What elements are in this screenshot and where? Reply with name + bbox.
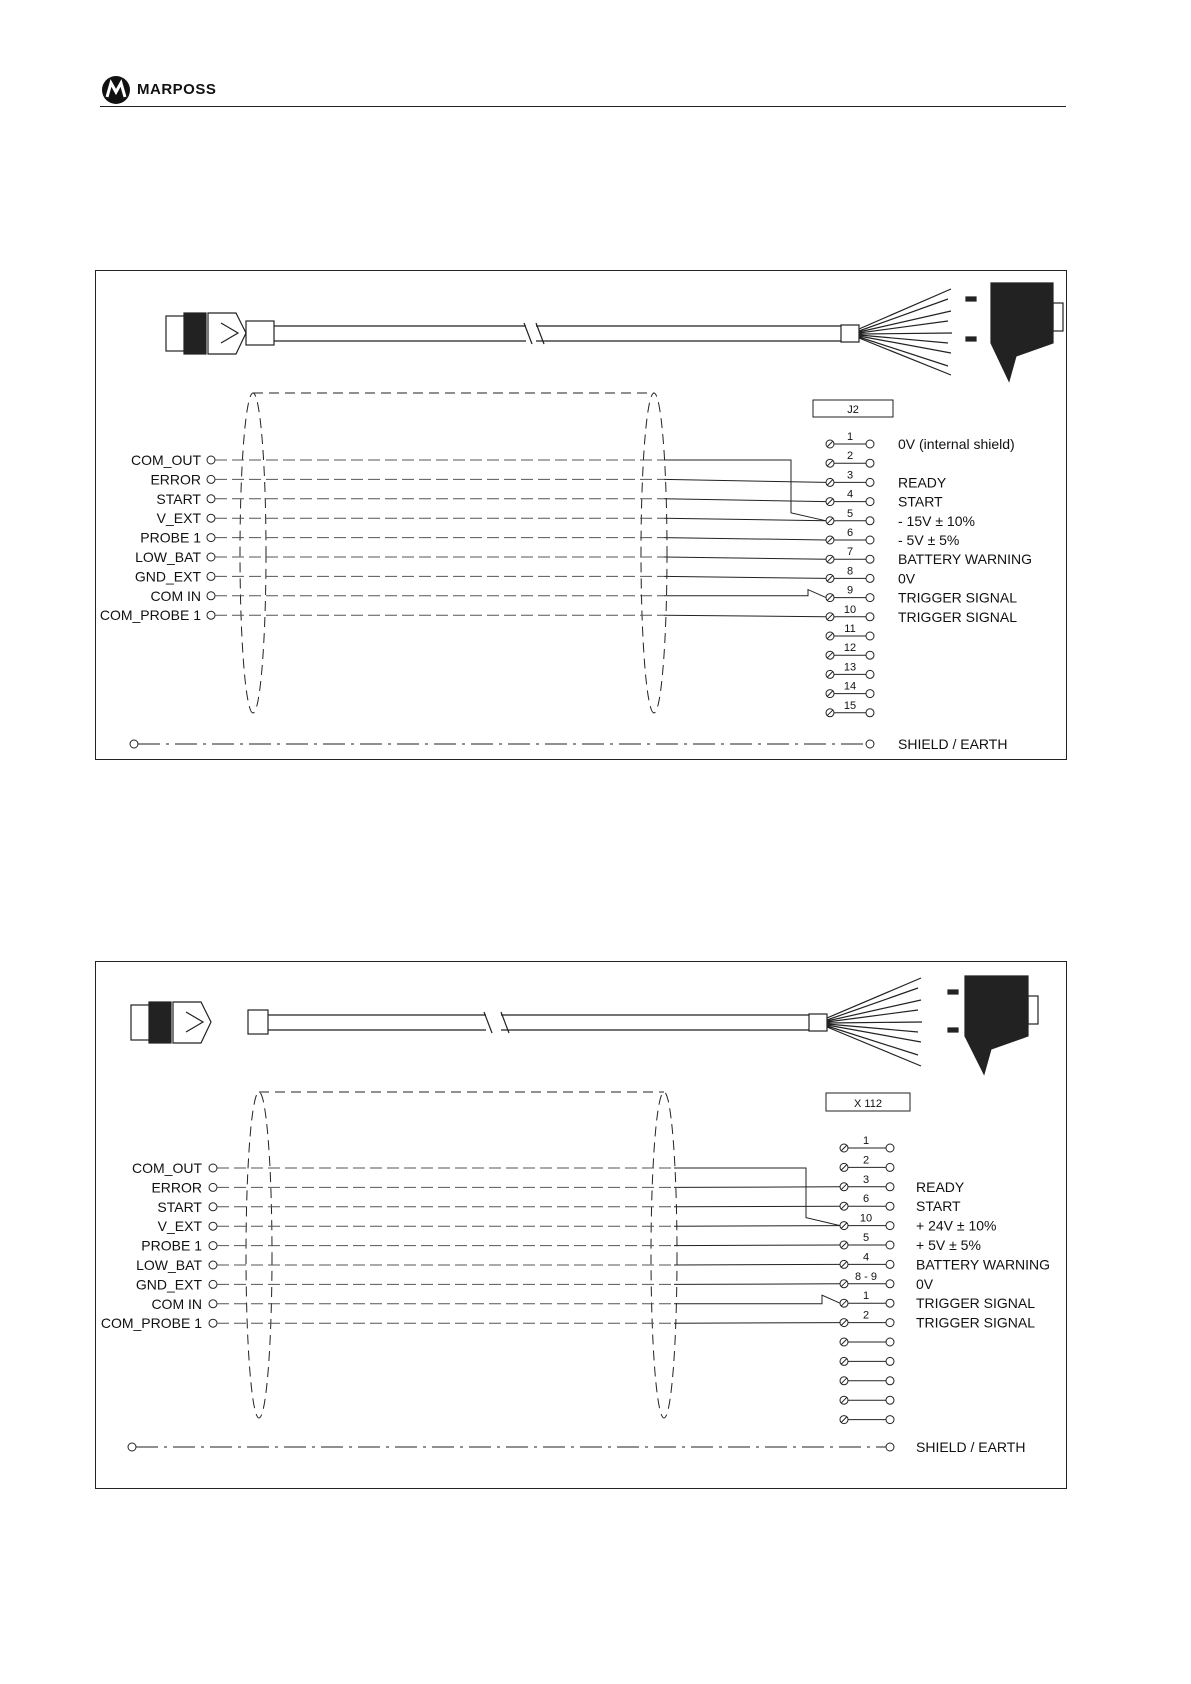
wire bbox=[664, 479, 826, 482]
pin-number: 9 bbox=[846, 584, 854, 597]
pin-number: 8 - 9 bbox=[854, 1270, 878, 1283]
signal-label: COM_OUT bbox=[132, 1160, 202, 1176]
pin-function-label: START bbox=[916, 1198, 961, 1215]
signal-line bbox=[150, 471, 826, 487]
signal-label: V_EXT bbox=[157, 1218, 202, 1235]
pin-number: 1 bbox=[862, 1135, 870, 1147]
terminal-contact bbox=[866, 459, 874, 467]
wire bbox=[664, 460, 826, 521]
shield-label: SHIELD / EARTH bbox=[916, 1439, 1026, 1455]
pin-function-label: TRIGGER SIGNAL bbox=[898, 608, 1018, 625]
signal-label: COM_PROBE 1 bbox=[99, 607, 201, 624]
wire bbox=[664, 590, 826, 598]
terminal-contact bbox=[866, 632, 874, 640]
signal-terminal bbox=[207, 456, 215, 464]
terminal-block-label-2 bbox=[826, 1093, 910, 1111]
pin-number: 3 bbox=[862, 1173, 870, 1186]
terminal-contact bbox=[886, 1144, 894, 1152]
signal-line bbox=[135, 549, 826, 565]
pin-number: 5 bbox=[846, 507, 854, 520]
terminal-contact bbox=[886, 1377, 894, 1385]
pin-function-label: + 5V ± 5% bbox=[916, 1237, 981, 1253]
terminal-contact bbox=[886, 1299, 894, 1307]
wire bbox=[674, 1323, 840, 1324]
pin-number: 2 bbox=[846, 450, 854, 463]
signal-line bbox=[150, 588, 826, 604]
signal-line bbox=[101, 1315, 840, 1331]
signal-terminal bbox=[207, 514, 215, 522]
terminal-contact bbox=[886, 1416, 894, 1424]
terminal-contact bbox=[866, 517, 874, 525]
pin-functions bbox=[898, 436, 1032, 625]
pin-functions bbox=[916, 1179, 1050, 1331]
signal-label: COM_PROBE 1 bbox=[100, 1315, 202, 1332]
signal-terminal bbox=[209, 1300, 217, 1308]
terminal-contact bbox=[866, 498, 874, 506]
terminal-contact bbox=[886, 1202, 894, 1210]
terminal-row bbox=[840, 1416, 894, 1424]
signal-terminal bbox=[209, 1280, 217, 1288]
pin-function-label: READY bbox=[916, 1178, 965, 1195]
signal-line bbox=[136, 1257, 840, 1273]
terminal-contact bbox=[886, 1396, 894, 1404]
signal-label: START bbox=[157, 1198, 202, 1215]
signal-label: ERROR bbox=[151, 1179, 202, 1196]
terminal-contact bbox=[886, 1183, 894, 1191]
signal-terminal bbox=[209, 1203, 217, 1211]
terminal-contact bbox=[866, 613, 874, 621]
wire bbox=[674, 1264, 840, 1265]
terminal-contact bbox=[866, 651, 874, 659]
pin-number: 1 bbox=[846, 431, 854, 443]
shield-label: SHIELD / EARTH bbox=[898, 736, 1008, 752]
signal-label: START bbox=[156, 490, 201, 507]
terminal-contact bbox=[866, 478, 874, 486]
terminal-contact bbox=[866, 690, 874, 698]
signal-line bbox=[151, 1179, 840, 1195]
cable-illustration bbox=[166, 283, 1063, 381]
pin-number: 14 bbox=[843, 680, 857, 693]
signal-terminal bbox=[209, 1242, 217, 1250]
signal-line bbox=[158, 1218, 840, 1234]
pin-number: 3 bbox=[846, 469, 854, 482]
pin-function-label: TRIGGER SIGNAL bbox=[916, 1314, 1036, 1331]
terminal-contact bbox=[866, 555, 874, 563]
signal-label: GND_EXT bbox=[135, 1276, 202, 1293]
signal-label: V_EXT bbox=[156, 510, 201, 527]
signal-line bbox=[132, 1160, 840, 1226]
pin-number: 12 bbox=[843, 642, 857, 655]
pin-function-label: BATTERY WARNING bbox=[916, 1256, 1051, 1273]
diagram-1-canvas bbox=[96, 271, 1066, 759]
shield-braid bbox=[240, 393, 667, 713]
pin-number: 7 bbox=[846, 546, 854, 559]
pin-number: 2 bbox=[862, 1154, 870, 1167]
signal-line bbox=[157, 1199, 840, 1215]
wire bbox=[674, 1187, 840, 1188]
wire bbox=[664, 576, 826, 578]
page-header bbox=[100, 72, 1066, 108]
wire bbox=[664, 557, 826, 559]
pin-number: 4 bbox=[846, 488, 854, 501]
signal-line bbox=[156, 491, 826, 507]
signal-line bbox=[100, 607, 826, 623]
wire bbox=[674, 1206, 840, 1207]
marposs-logo-icon bbox=[100, 74, 132, 106]
signal-terminal bbox=[209, 1222, 217, 1230]
shield-earth-line bbox=[130, 736, 1007, 752]
terminal-block-label: J2 bbox=[847, 404, 859, 416]
pin-number: 8 bbox=[846, 565, 854, 578]
terminal-contact bbox=[886, 1163, 894, 1171]
pin-number: 6 bbox=[862, 1193, 870, 1206]
signal-label: COM_OUT bbox=[131, 452, 201, 468]
diagram-2-canvas bbox=[96, 962, 1066, 1488]
pin-function-label: 0V bbox=[916, 1275, 934, 1292]
pin-number: 6 bbox=[846, 527, 854, 539]
wire bbox=[674, 1168, 840, 1226]
pin-function-label: 0V bbox=[898, 570, 916, 587]
terminal-contact bbox=[866, 574, 874, 582]
signal-label: LOW_BAT bbox=[136, 1257, 202, 1273]
wire bbox=[674, 1226, 840, 1227]
terminal-row bbox=[840, 1357, 894, 1365]
signal-label: COM IN bbox=[150, 587, 201, 604]
wiring-diagram-2 bbox=[95, 961, 1067, 1489]
pin-number: 13 bbox=[843, 661, 857, 674]
signal-terminal bbox=[209, 1261, 217, 1269]
terminal-row bbox=[840, 1396, 894, 1404]
pin-number: 4 bbox=[862, 1251, 870, 1264]
terminal-contact bbox=[886, 1357, 894, 1365]
pin-number: 11 bbox=[844, 623, 856, 635]
signal-line bbox=[131, 452, 826, 521]
cable-illustration bbox=[131, 976, 1038, 1074]
terminal-contact bbox=[886, 1338, 894, 1346]
terminal-block-label: X 112 bbox=[854, 1098, 882, 1110]
wire bbox=[664, 499, 826, 502]
pin-function-label: BATTERY WARNING bbox=[898, 551, 1033, 568]
terminal-block-label-1 bbox=[813, 400, 893, 417]
signal-wires bbox=[101, 1160, 840, 1331]
pin-function-label: TRIGGER SIGNAL bbox=[898, 589, 1018, 606]
signal-line bbox=[135, 568, 826, 584]
wire bbox=[664, 538, 826, 540]
signal-terminal bbox=[207, 592, 215, 600]
wire bbox=[664, 518, 826, 521]
signal-terminal bbox=[207, 572, 215, 580]
terminal-contact bbox=[866, 709, 874, 717]
signal-line bbox=[151, 1295, 840, 1312]
signal-line bbox=[157, 510, 826, 526]
terminal-contact bbox=[866, 594, 874, 602]
wire bbox=[664, 615, 826, 617]
wire bbox=[674, 1295, 840, 1304]
terminal-contact bbox=[886, 1222, 894, 1230]
pin-number: 5 bbox=[862, 1232, 870, 1244]
pin-number: 2 bbox=[862, 1309, 870, 1322]
pin-function-label: START bbox=[898, 493, 943, 510]
terminal-contact bbox=[866, 670, 874, 678]
pin-function-label: READY bbox=[898, 474, 947, 491]
signal-terminal bbox=[207, 475, 215, 483]
wire bbox=[674, 1284, 840, 1285]
pin-number: 1 bbox=[862, 1290, 870, 1303]
signal-label: LOW_BAT bbox=[135, 549, 201, 565]
terminal-contact bbox=[866, 536, 874, 544]
signal-wires bbox=[100, 452, 826, 623]
terminal-pins bbox=[840, 1135, 894, 1424]
terminal-pins bbox=[826, 431, 874, 717]
brand-name: MARPOSS bbox=[137, 81, 217, 98]
signal-terminal bbox=[209, 1164, 217, 1172]
shield-earth-line bbox=[128, 1439, 1025, 1455]
terminal-contact bbox=[886, 1319, 894, 1327]
pin-number: 10 bbox=[843, 603, 857, 616]
signal-terminal bbox=[209, 1183, 217, 1191]
header-rule bbox=[100, 106, 1066, 107]
signal-line bbox=[136, 1276, 840, 1292]
terminal-row bbox=[840, 1377, 894, 1385]
signal-label: PROBE 1 bbox=[140, 529, 201, 546]
signal-terminal bbox=[207, 534, 215, 542]
wiring-diagram-1 bbox=[95, 270, 1067, 760]
signal-label: COM IN bbox=[151, 1295, 202, 1312]
signal-label: ERROR bbox=[150, 471, 201, 488]
signal-terminal bbox=[207, 611, 215, 619]
pin-function-label: 0V (internal shield) bbox=[898, 436, 1015, 452]
terminal-row bbox=[840, 1338, 894, 1346]
pin-function-label: TRIGGER SIGNAL bbox=[916, 1295, 1036, 1312]
pin-number: 10 bbox=[859, 1212, 873, 1225]
shield-braid bbox=[246, 1092, 677, 1418]
signal-terminal bbox=[207, 495, 215, 503]
pin-function-label: - 5V ± 5% bbox=[898, 532, 960, 548]
signal-line bbox=[140, 530, 826, 546]
terminal-contact bbox=[886, 1260, 894, 1268]
signal-label: GND_EXT bbox=[134, 568, 201, 585]
terminal-contact bbox=[886, 1280, 894, 1288]
signal-label: PROBE 1 bbox=[141, 1237, 202, 1254]
pin-function-label: - 15V ± 10% bbox=[898, 512, 975, 529]
signal-terminal bbox=[207, 553, 215, 561]
terminal-contact bbox=[886, 1241, 894, 1249]
signal-terminal bbox=[209, 1319, 217, 1327]
pin-number: 15 bbox=[843, 699, 857, 712]
terminal-contact bbox=[866, 440, 874, 448]
pin-function-label: + 24V ± 10% bbox=[916, 1217, 997, 1234]
wire bbox=[674, 1245, 840, 1246]
